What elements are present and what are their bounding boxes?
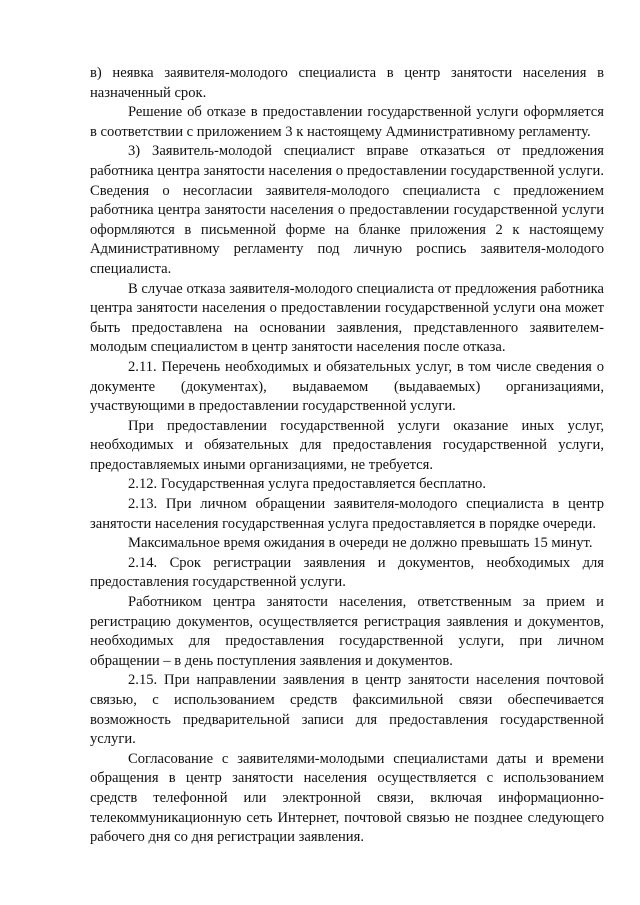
paragraph-9: Максимальное время ожидания в очереди не должно превышать 15 минут. [128, 535, 593, 552]
paragraph-1: в) неявка заявителя-молодого специалиста в центр занятости населения в назначенный срок. [90, 65, 604, 101]
paragraph-4: В случае отказа заявителя-молодого специалиста от предложения работника центра занятости населения о предоставлении государственной услуги она может быть предоставлена на основании заявления, представленного заявителем-молодым специалистом в центр занятости населения после отказа. [90, 280, 604, 356]
paragraph-13: Согласование с заявителями-молодыми специалистами даты и времени обращения в центр занятости населения осуществляется с использованием средств телефонной или электронной связи, включая информационно-телекоммуникационную сеть Интернет, почтовой связью не позднее следующего рабочего дня со дня регистрации заявления. [90, 750, 604, 846]
paragraph-3: 3) Заявитель-молодой специалист вправе отказаться от предложения работника центра занятости населения о предоставлении государственной услуги. Сведения о несогласии заявителя-молодого специалиста с предложением работника центра занятости населения о предоставлении государственной услуги оформляются в письменной форме на бланке приложения 2 к настоящему Административному регламенту под личную роспись заявителя-молодого специалиста. [90, 143, 604, 277]
paragraph-10: 2.14. Срок регистрации заявления и документов, необходимых для предоставления государственной услуги. [90, 554, 604, 591]
paragraph-2: Решение об отказе в предоставлении государственной услуги оформляется в соответствии с приложением 3 к настоящему Административному регламенту. [90, 104, 604, 140]
paragraph-12: 2.15. При направлении заявления в центр занятости населения почтовой связью, с использованием средств факсимильной связи обеспечивается возможность предварительной записи для предоставления государственной услуги. [90, 672, 604, 748]
paragraph-6: При предоставлении государственной услуги оказание иных услуг, необходимых и обязательных для предоставления государственной услуги, предоставляемых иными организациями, не требуется. [90, 417, 604, 473]
paragraph-8: 2.13. При личном обращении заявителя-молодого специалиста в центр занятости населения государственная услуга предоставляется в порядке очереди. [90, 496, 604, 532]
paragraph-5: 2.11. Перечень необходимых и обязательных услуг, в том числе сведения о документе (документах), выдаваемом (выдаваемых) организациями, участвующими в предоставлении государственной услуги. [90, 358, 604, 415]
paragraph-7: 2.12. Государственная услуга предоставляется бесплатно. [128, 476, 487, 493]
paragraph-11: Работником центра занятости населения, ответственным за прием и регистрацию документов, осуществляется регистрация заявления и документов, необходимых для предоставления государственной услуги, при личном обращении – в день поступления заявления и документов. [90, 594, 604, 669]
